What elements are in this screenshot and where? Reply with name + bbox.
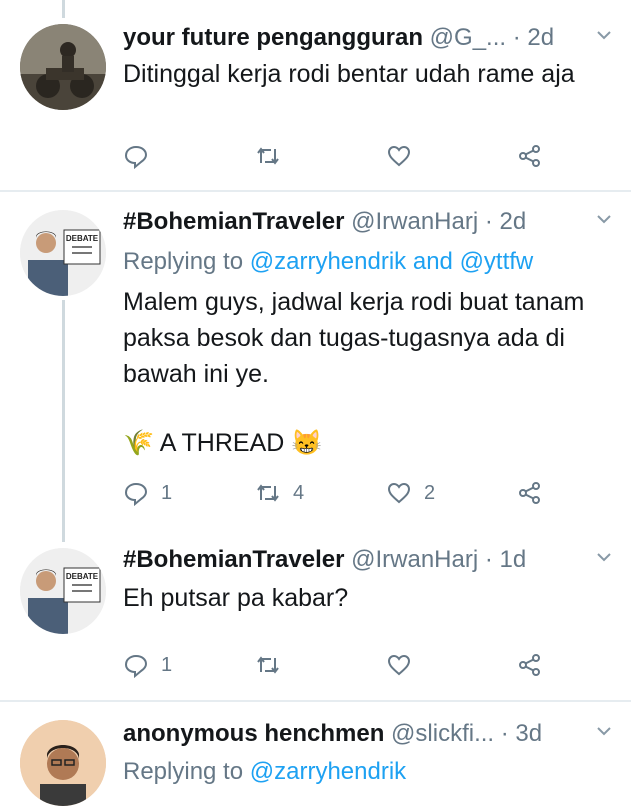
display-name[interactable]: your future pengangguran	[123, 24, 423, 51]
tweet-header	[123, 24, 613, 52]
retweet-icon	[255, 143, 281, 169]
heart-icon	[386, 480, 412, 506]
reply-icon	[123, 480, 149, 506]
avatar-photo	[20, 720, 106, 806]
tweet-header	[123, 720, 613, 748]
heart-icon	[386, 652, 412, 678]
display-name[interactable]: anonymous henchmen	[123, 720, 385, 747]
tweet-actions	[123, 480, 553, 510]
tweet-2[interactable]	[0, 192, 631, 522]
thread-label-line	[123, 425, 613, 461]
reply-icon	[123, 143, 149, 169]
mention-link[interactable]: @zarryhendrik	[249, 248, 407, 275]
tweet-text: Malem guys, jadwal kerja rodi buat tanam paksa besok dan tugas-tugasnya ada di bawah ini ye.	[123, 288, 585, 388]
tweet-text: Ditinggal kerja rodi bentar udah rame aja	[123, 60, 575, 88]
replying-to	[123, 248, 533, 276]
avatar-sign-text: DEBATE	[65, 234, 99, 243]
like-button[interactable]	[386, 143, 424, 169]
tweet-3[interactable]	[0, 530, 631, 698]
avatar[interactable]	[20, 210, 106, 296]
separator-dot: ·	[484, 208, 493, 235]
avatar[interactable]	[20, 548, 106, 634]
tweet-text: Eh putsar pa kabar?	[123, 584, 349, 612]
retweet-button[interactable]	[255, 480, 304, 506]
tweet-1[interactable]	[0, 0, 631, 190]
share-icon	[517, 143, 543, 169]
avatar-photo	[20, 24, 106, 110]
like-button[interactable]	[386, 480, 435, 506]
timestamp[interactable]: 2d	[499, 208, 527, 235]
like-button[interactable]	[386, 652, 424, 678]
rice-icon: 🌾	[123, 429, 155, 457]
tweet-4[interactable]	[0, 702, 631, 789]
separator-dot: ·	[484, 546, 493, 573]
chevron-down-icon[interactable]	[595, 26, 613, 49]
reply-button[interactable]	[123, 480, 172, 506]
retweet-button[interactable]	[255, 652, 293, 678]
tweet-actions	[123, 143, 553, 173]
thread-label: A THREAD	[159, 429, 285, 457]
share-icon	[517, 652, 543, 678]
chevron-down-icon[interactable]	[595, 548, 613, 571]
reply-count: 1	[161, 481, 173, 504]
user-handle[interactable]: @IrwanHarj	[351, 208, 479, 235]
replying-to	[123, 758, 406, 786]
share-button[interactable]	[517, 480, 543, 506]
timestamp[interactable]: 3d	[515, 720, 543, 747]
tweet-header	[123, 208, 613, 236]
reply-icon	[123, 652, 149, 678]
avatar-sign-text: DEBATE	[65, 572, 99, 581]
like-count: 2	[424, 481, 436, 504]
display-name[interactable]: #BohemianTraveler	[123, 546, 345, 573]
grinning-cat-icon: 😸	[291, 429, 323, 457]
tweet-actions	[123, 652, 553, 682]
chevron-down-icon[interactable]	[595, 210, 613, 233]
tweet-header	[123, 546, 613, 574]
retweet-count: 4	[293, 481, 305, 504]
reply-count: 1	[161, 653, 173, 676]
retweet-button[interactable]	[255, 143, 293, 169]
share-icon	[517, 480, 543, 506]
user-handle[interactable]: @G_...	[429, 24, 507, 51]
heart-icon	[386, 143, 412, 169]
replying-to-label: Replying to	[123, 758, 244, 785]
avatar[interactable]	[20, 720, 106, 806]
separator-dot: ·	[512, 24, 521, 51]
share-button[interactable]	[517, 143, 543, 169]
share-button[interactable]	[517, 652, 543, 678]
timestamp[interactable]: 2d	[527, 24, 555, 51]
mention-link[interactable]: @yttfw	[459, 248, 534, 275]
user-handle[interactable]: @slickfi...	[391, 720, 495, 747]
retweet-icon	[255, 480, 281, 506]
reply-button[interactable]	[123, 652, 172, 678]
replying-to-label: Replying to	[123, 248, 244, 275]
chevron-down-icon[interactable]	[595, 722, 613, 745]
timestamp[interactable]: 1d	[499, 546, 527, 573]
mention-link[interactable]: @zarryhendrik	[249, 758, 407, 785]
retweet-icon	[255, 652, 281, 678]
avatar-photo	[20, 548, 106, 634]
display-name[interactable]: #BohemianTraveler	[123, 208, 345, 235]
user-handle[interactable]: @IrwanHarj	[351, 546, 479, 573]
avatar[interactable]	[20, 24, 106, 110]
avatar-photo	[20, 210, 106, 296]
reply-button[interactable]	[123, 143, 161, 169]
replying-and[interactable]: and	[412, 248, 453, 275]
separator-dot: ·	[500, 720, 509, 747]
